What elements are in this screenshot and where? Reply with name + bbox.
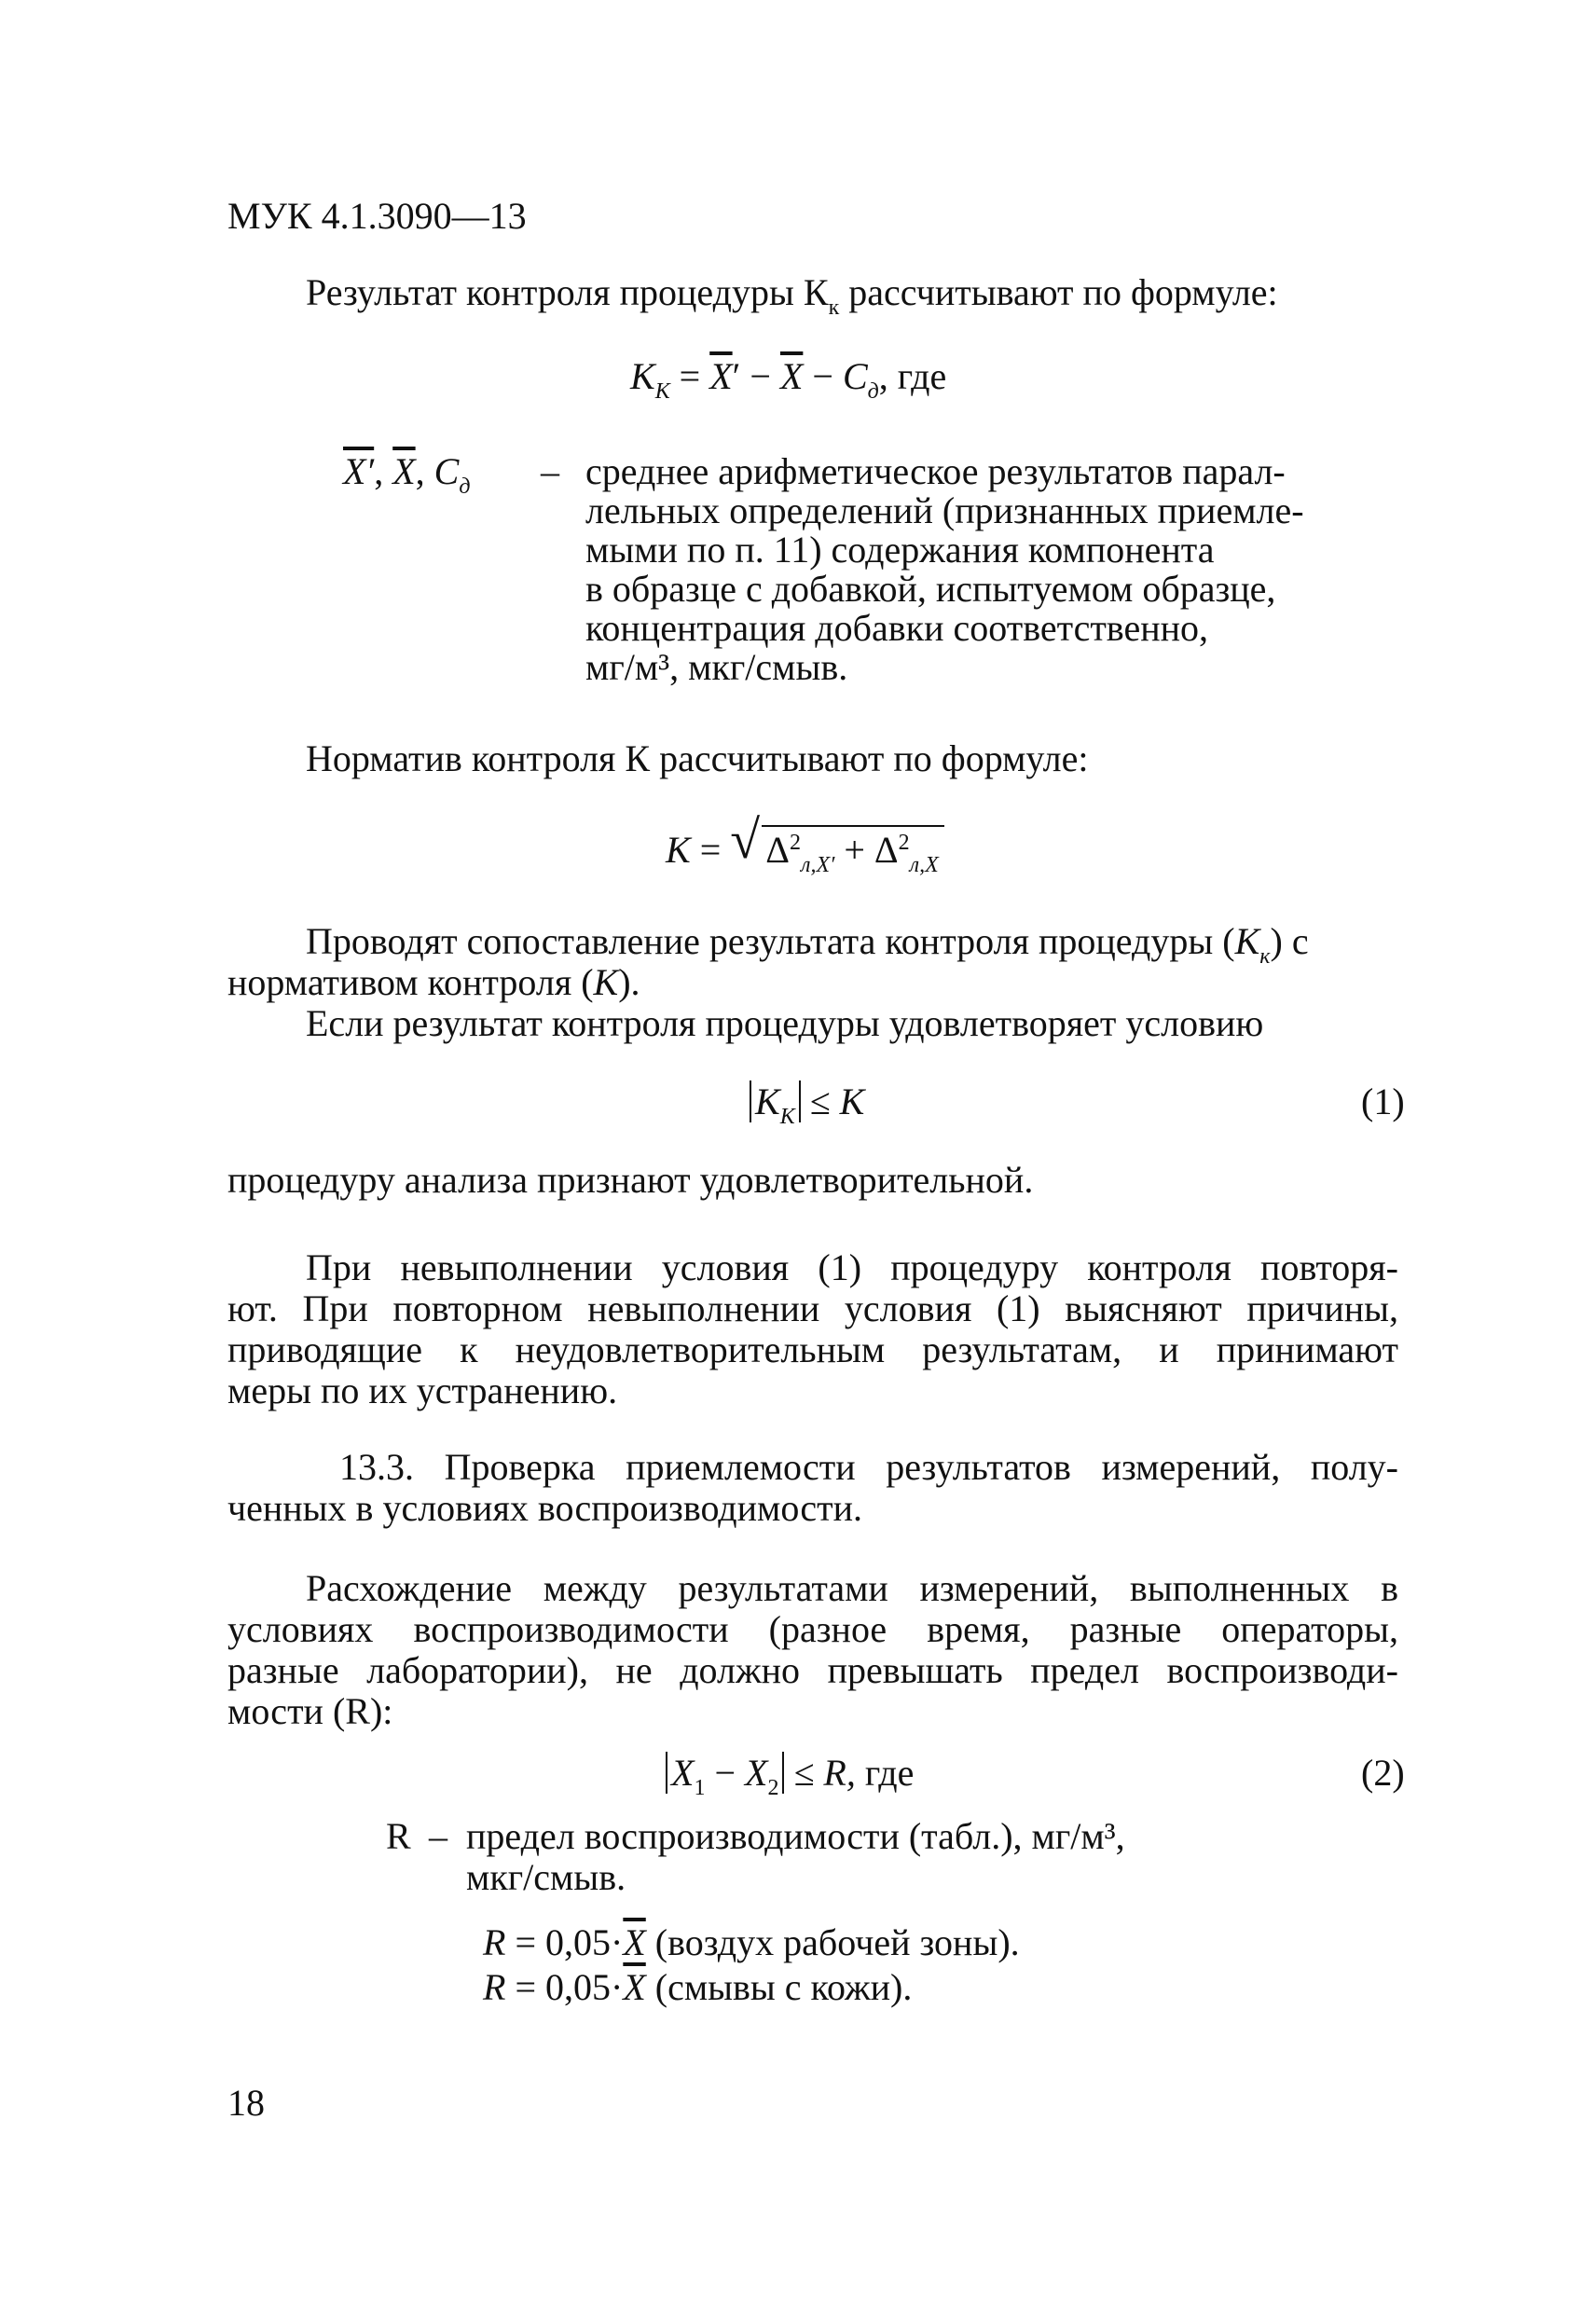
r-formula-skin-x: $\overline{X}$ bbox=[623, 1966, 646, 2008]
formula-kk-x1: $\overline{X}$ bbox=[709, 355, 733, 397]
equation-number-2: (2) bbox=[1361, 1752, 1405, 1794]
r-formula-skin bbox=[483, 1965, 912, 2010]
intro-kk-sub: к bbox=[828, 296, 840, 320]
fail-para-line-2: ют. При повторном невыполнении условия (1) выясняют причины, bbox=[227, 1287, 1398, 1329]
formula-2-x2: X bbox=[745, 1752, 768, 1794]
compare-k: K bbox=[1234, 920, 1260, 962]
def-symbol-xprime: X′ bbox=[343, 450, 375, 492]
def-symbol-x: $\overline{X}$ bbox=[392, 450, 416, 492]
fail-para-line-4: меры по их устранению. bbox=[227, 1369, 618, 1411]
definition-line-1: среднее арифметическое результатов парал- bbox=[585, 450, 1286, 492]
fail-para-line-3: приводящие к неудовлетворительным результатам, и принимают bbox=[227, 1328, 1398, 1370]
definition-line-4: в образце с добавкой, испытуемом образце, bbox=[585, 568, 1276, 610]
formula-1-k-sub: К bbox=[779, 1105, 795, 1129]
condition-intro: Если результат контроля процедуры удовлетворяет условию bbox=[306, 1002, 1264, 1044]
section-13-3-line-1: 13.3. Проверка приемлемости результатов измерений, полу- bbox=[339, 1446, 1398, 1488]
formula-kk-c-sub: д bbox=[867, 379, 879, 404]
r-def-symbol: R bbox=[386, 1815, 411, 1857]
r-formula-skin-lhs: R bbox=[483, 1966, 506, 2008]
page-number: 18 bbox=[227, 2082, 265, 2124]
equation-number-1: (1) bbox=[1361, 1080, 1405, 1122]
r-formula-air-mid: = 0,05· bbox=[505, 1921, 624, 1963]
r-formula-air-lhs: R bbox=[483, 1921, 506, 1963]
definition-line-3: мыми по п. 11) содержания компонента bbox=[585, 529, 1215, 571]
formula-2-x2-sub: 2 bbox=[767, 1776, 779, 1800]
formula-k-delta1-sub: л,X′ bbox=[800, 853, 835, 877]
formula-kk-lhs-sub: К bbox=[654, 379, 670, 404]
formula-k-delta2: Δ bbox=[874, 829, 899, 871]
formula-2-x1-sub: 1 bbox=[694, 1776, 706, 1800]
section-13-3-line-2: ченных в условиях воспроизводимости. bbox=[227, 1487, 862, 1529]
abs-value-kk bbox=[750, 1080, 801, 1129]
def-sep-2: , bbox=[415, 450, 434, 492]
formula-2-tail: где bbox=[855, 1752, 915, 1794]
formula-2-minus: − bbox=[705, 1752, 745, 1794]
sqrt-radical bbox=[730, 809, 944, 888]
repro-para-line-3: разные лаборатории), не должно превышать предел воспроизводи- bbox=[227, 1649, 1398, 1691]
formula-kk bbox=[630, 354, 946, 414]
radical-sign-icon: √ bbox=[730, 809, 761, 870]
formula-kk-c: C bbox=[842, 355, 868, 397]
formula-2-x1: X bbox=[671, 1752, 695, 1794]
definition-symbols bbox=[343, 449, 470, 509]
r-formula-skin-mid: = 0,05· bbox=[505, 1966, 624, 2008]
r-formula-air-x: $\overline{X}$ bbox=[623, 1921, 646, 1963]
repro-para-line-4: мости (R): bbox=[227, 1690, 393, 1732]
formula-k-delta2-sup: 2 bbox=[898, 831, 910, 855]
r-formula-air-note: (воздух рабочей зоны). bbox=[645, 1921, 1020, 1963]
formula-kk-lhs: K bbox=[630, 355, 655, 397]
formula-1-rel: ≤ K bbox=[800, 1080, 865, 1122]
formula-kk-tail: , где bbox=[878, 355, 947, 397]
sqrt-body bbox=[762, 825, 944, 877]
intro-kk-line bbox=[306, 270, 1278, 330]
formula-1-k: K bbox=[755, 1080, 780, 1122]
compare-line-1-text: Проводят сопоставление результата контроля процедуры ( bbox=[306, 920, 1235, 962]
def-symbol-c-sub: д bbox=[459, 475, 471, 499]
compare-k-sub: к bbox=[1259, 944, 1271, 969]
formula-k-eq: = bbox=[690, 829, 731, 871]
def-symbol-c: C bbox=[433, 450, 460, 492]
r-formula-air bbox=[483, 1920, 1020, 1965]
after-condition-line: процедуру анализа признают удовлетворительной. bbox=[227, 1159, 1034, 1201]
running-header: МУК 4.1.3090—13 bbox=[227, 195, 527, 237]
intro-kk-tail: рассчитывают по формуле: bbox=[839, 271, 1278, 313]
formula-2-rel: ≤ R, bbox=[784, 1752, 856, 1794]
r-def-dash: – bbox=[429, 1815, 447, 1857]
definition-line-6: мг/м³, мкг/смыв. bbox=[585, 646, 848, 688]
def-sep-1: , bbox=[374, 450, 393, 492]
formula-kk-minus2: − bbox=[803, 355, 843, 397]
repro-para-line-1: Расхождение между результатами измерений, выполненных в bbox=[306, 1567, 1398, 1609]
abs-value-x-diff bbox=[666, 1752, 784, 1800]
formula-kk-x2: $\overline{X}$ bbox=[779, 355, 804, 397]
compare-line-2-text: нормативом контроля ( bbox=[227, 961, 594, 1003]
compare-line-2 bbox=[227, 960, 640, 1005]
r-formula-skin-note: (смывы с кожи). bbox=[645, 1966, 913, 2008]
r-def-line-1: предел воспроизводимости (табл.), мг/м³, bbox=[466, 1815, 1125, 1857]
intro-kk-text: Результат контроля процедуры К bbox=[306, 271, 829, 313]
formula-k-lhs: K bbox=[666, 829, 691, 871]
definition-dash: – bbox=[541, 450, 559, 492]
formula-k-plus: + bbox=[834, 829, 874, 871]
compare-line-2-k: K bbox=[593, 961, 619, 1003]
intro-k-line: Норматив контроля К рассчитывают по формуле: bbox=[306, 737, 1089, 779]
formula-2 bbox=[666, 1751, 914, 1810]
formula-k-delta2-sub: л,X bbox=[909, 853, 939, 877]
definition-line-2: лельных определений (признанных приемле- bbox=[585, 489, 1304, 531]
formula-kk-eq: = bbox=[669, 355, 710, 397]
fail-para-line-1: При невыполнении условия (1) процедуру контроля повторя- bbox=[306, 1246, 1398, 1288]
compare-line-2-tail: ). bbox=[618, 961, 640, 1003]
definition-line-5: концентрация добавки соответственно, bbox=[585, 607, 1209, 649]
formula-kk-prime: ′ bbox=[732, 355, 741, 397]
formula-kk-minus1: − bbox=[740, 355, 780, 397]
formula-k-delta1-sup: 2 bbox=[789, 831, 801, 855]
repro-para-line-2: условиях воспроизводимости (разное время, разные операторы, bbox=[227, 1608, 1398, 1650]
r-def-line-2: мкг/смыв. bbox=[466, 1856, 626, 1898]
formula-1 bbox=[750, 1080, 864, 1139]
formula-k bbox=[666, 809, 944, 888]
compare-line-1-tail: ) с bbox=[1270, 920, 1309, 962]
formula-k-delta1: Δ bbox=[765, 829, 790, 871]
